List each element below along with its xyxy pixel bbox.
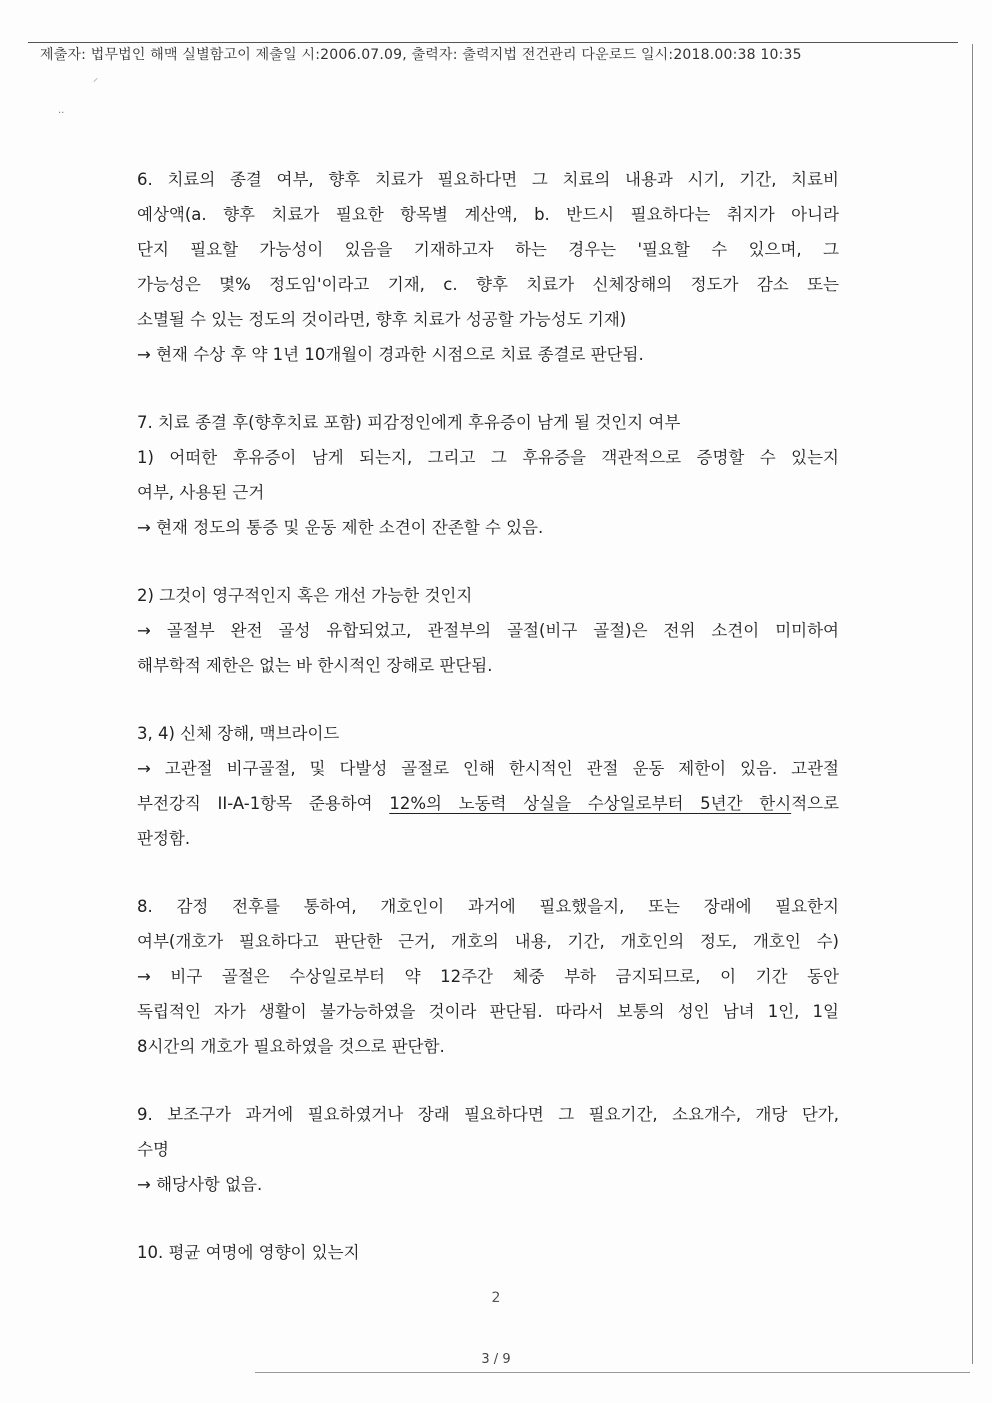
section-9 [137,1097,839,1202]
question-line: 소멸될 수 있는 정도의 것이라면, 향후 치료가 성공할 가능성도 기재) [137,310,627,329]
question-line: 8. 감정 전후를 통하여, 개호인이 과거에 필요했을지, 또는 장래에 필요한지 [137,897,839,916]
answer-line: 8시간의 개호가 필요하였을 것으로 판단함. [137,1037,445,1056]
answer-line: → 골절부 완전 골성 유합되었고, 관절부의 골절(비구 골절)은 전위 소견이 미미하여 [137,621,839,640]
page-number: 2 [491,1290,501,1306]
question-line: 10. 평균 여명에 영향이 있는지 [137,1243,360,1262]
answer-line: 판정함. [137,829,191,848]
question-line: 7. 치료 종결 후(향후치료 포함) 피감정인에게 후유증이 남게 될 것인지 여부 [137,413,681,432]
question-line: 3, 4) 신체 장해, 맥브라이드 [137,724,340,743]
section-7 [137,405,839,545]
answer-line: → 비구 골절은 수상일로부터 약 12주간 체중 부하 금지되므로, 이 기간 동안 [137,967,839,986]
scan-speck: ⸝ [93,73,98,84]
question-line: 여부(개호가 필요하다고 판단한 근거, 개호의 내용, 기간, 개호인의 정도, 개호인 수) [137,932,839,951]
fax-header: 제출자: 법무법인 해맥 실별함고이 제출일 시:2006.07.09, 출력자: 출력지법 전건관리 다운로드 일시:2018.00:38 10:35 [40,47,802,63]
question-line: 9. 보조구가 과거에 필요하였거나 장래 필요하다면 그 필요기간, 소요개수, 개당 단가, [137,1105,839,1124]
answer-text: 적으로 [791,794,840,813]
answer-line: → 해당사항 없음. [137,1175,263,1194]
section-7-2 [137,578,839,683]
question-line: 단지 필요할 가능성이 있음을 기재하고자 하는 경우는 '필요할 수 있으며, 그 [137,240,839,259]
question-line: 여부, 사용된 근거 [137,483,265,502]
question-line: 예상액(a. 향후 치료가 필요한 항목별 계산액, b. 반드시 필요하다는 취지가 아니라 [137,205,839,224]
answer-line: 독립적인 자가 생활이 불가능하였을 것이라 판단됨. 따라서 보통의 성인 남녀 1인, 1일 [137,1002,839,1021]
section-8 [137,889,839,1064]
question-line: 1) 어떠한 후유증이 남게 되는지, 그리고 그 후유증을 객관적으로 증명할 수 있는지 [137,448,839,467]
answer-line: → 현재 정도의 통증 및 운동 제한 소견이 잔존할 수 있음. [137,518,544,537]
question-line: 2) 그것이 영구적인지 혹은 개선 가능한 것인지 [137,586,473,605]
question-line: 수명 [137,1140,169,1159]
section-7-3-4 [137,716,839,856]
header-rule [28,42,958,43]
section-6 [137,162,839,372]
footer-rule [255,1372,970,1373]
answer-line-underlined [137,786,839,821]
scan-speck: ·· [58,108,65,119]
answer-line: → 현재 수상 후 약 1년 10개월이 경과한 시점으로 치료 종결로 판단됨. [137,345,644,364]
answer-line: → 고관절 비구골절, 및 다발성 골절로 인해 한시적인 관절 운동 제한이 있음. 고관절 [137,759,839,778]
document-body [137,162,839,1303]
underlined-text: 12%의 노동력 상실을 수상일로부터 5년간 한시 [389,794,792,813]
scan-edge-line [972,44,973,1364]
section-10 [137,1235,839,1270]
answer-text: 부전강직 II-A-1항목 준용하여 [137,794,390,813]
answer-line: 해부학적 제한은 없는 바 한시적인 장해로 판단됨. [137,656,493,675]
question-line: 가능성은 몇% 정도임'이라고 기재, c. 향후 치료가 신체장해의 정도가 감소 또는 [137,275,839,294]
page-counter: 3 / 9 [481,1352,511,1367]
question-line: 6. 치료의 종결 여부, 향후 치료가 필요하다면 그 치료의 내용과 시기, 기간, 치료비 [137,170,839,189]
